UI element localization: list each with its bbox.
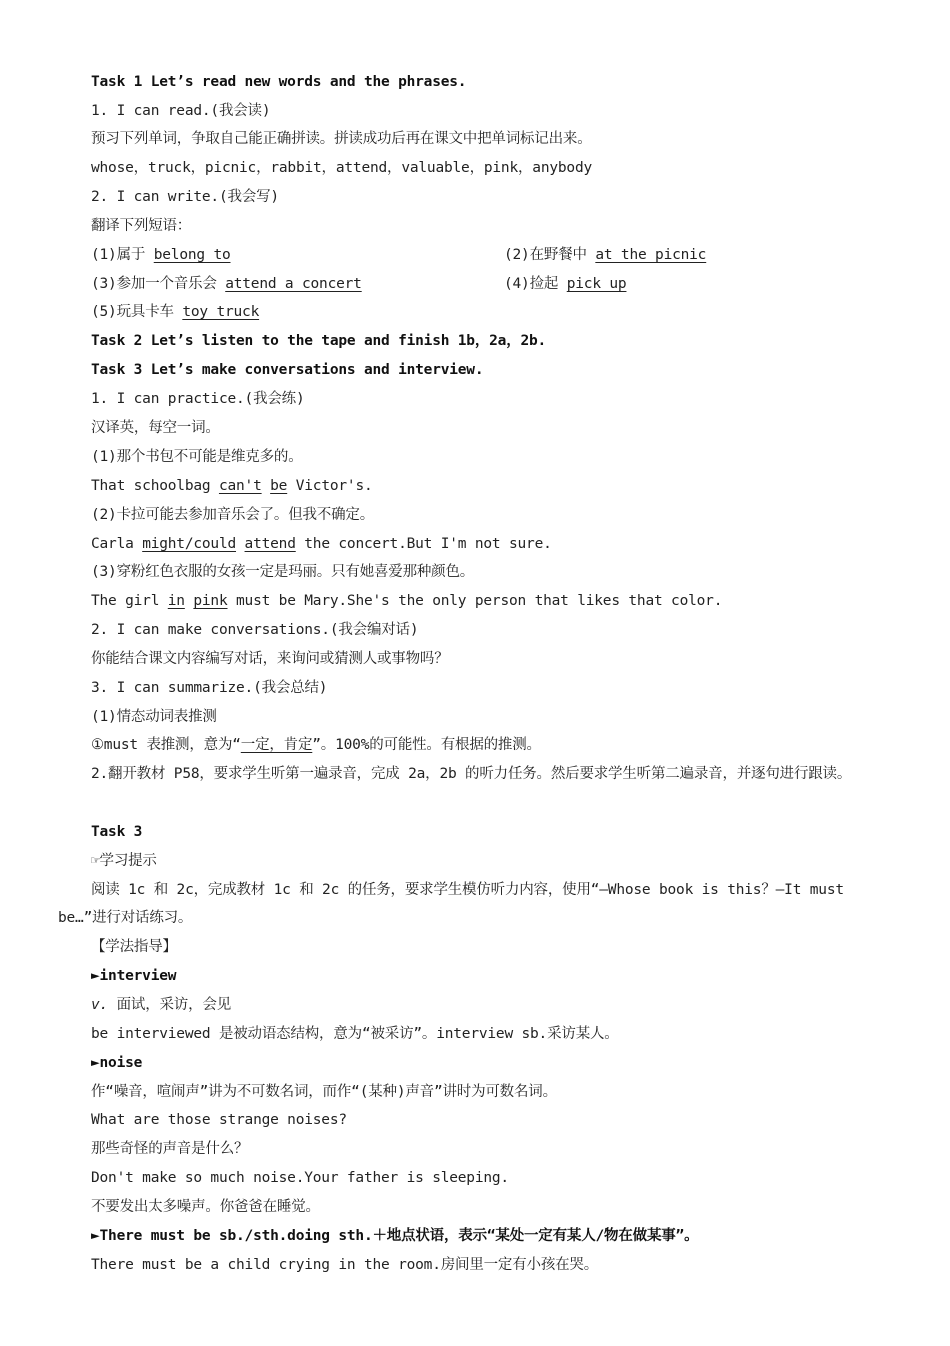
phrase-5-cn: (5)玩具卡车	[91, 304, 183, 320]
practice-heading: 1. I can practice.(我会练)	[91, 391, 305, 407]
question-1-cn: (1)那个书包不可能是维克多的。	[91, 449, 303, 465]
phrase-row-1	[91, 241, 707, 269]
answer-blank: in	[167, 593, 185, 609]
study-tip: ☞学习提示	[91, 853, 157, 869]
noise-note: 作“噪音，喧闹声”讲为不可数名词，而作“(某种)声音”讲时为可数名词。	[91, 1084, 557, 1100]
read-instruction: 预习下列单词，争取自己能正确拼读。拼读成功后再在课文中把单词标记出来。	[91, 131, 592, 147]
interview-note: be interviewed 是被动语态结构，意为“被采访”。interview sb.采访某人。	[91, 1026, 619, 1042]
question-2-cn: (2)卡拉可能去参加音乐会了。但我不确定。	[91, 507, 374, 523]
word-list: whose，truck，picnic，rabbit，attend，valuable，pink，anybody	[91, 160, 592, 176]
there-must-be-example: There must be a child crying in the room.房间里一定有小孩在哭。	[91, 1257, 599, 1273]
phrase-4-cn: (4)捡起	[504, 276, 567, 292]
phrase-1-answer: belong to	[153, 247, 231, 263]
phrase-4-answer: pick up	[566, 276, 627, 292]
noise-example-1-cn: 那些奇怪的声音是什么？	[91, 1141, 249, 1157]
write-instruction: 翻译下列短语：	[91, 218, 192, 234]
method-guide: 【学法指导】	[91, 939, 177, 955]
answer-blank: might/could	[142, 536, 237, 552]
task1-title: Task 1 Let’s read new words and the phrases.	[91, 74, 467, 90]
conversation-heading: 2. I can make conversations.(我会编对话)	[91, 622, 419, 638]
interview-meaning: v. 面试，采访，会见	[91, 997, 231, 1013]
noise-example-2-cn: 不要发出太多噪声。你爸爸在睡觉。	[91, 1199, 320, 1215]
answer-blank: pink	[193, 593, 228, 609]
phrase-2-answer: at the picnic	[595, 247, 707, 263]
answer-blank: attend	[244, 536, 296, 552]
summarize-point-1: (1)情态动词表推测	[91, 709, 217, 725]
interview-heading: ►interview	[91, 968, 177, 984]
phrase-5-answer: toy truck	[182, 304, 260, 320]
phrase-row-2	[91, 270, 627, 298]
phrase-3-answer: attend a concert	[225, 276, 362, 292]
question-3-cn: (3)穿粉红色衣服的女孩一定是玛丽。只有她喜爱那种颜色。	[91, 564, 475, 580]
task2-title: Task 2 Let’s listen to the tape and finish 1b，2a，2b.	[91, 333, 547, 349]
conversation-instruction: 你能结合课文内容编写对话，来询问或猜测人或事物吗？	[91, 651, 449, 667]
study-tip-text: 阅读 1c 和 2c，完成教材 1c 和 2c 的任务，要求学生模仿听力内容，使用“—Whose book is this？—It must be…”进行对话练习。	[58, 882, 844, 926]
phrase-3-cn: (3)参加一个音乐会	[91, 276, 226, 292]
practice-instruction: 汉译英，每空一词。	[91, 420, 220, 436]
question-2-en: Carla might/could attend the concert.But I'm not sure.	[91, 536, 552, 552]
read-heading: 1. I can read.(我会读)	[91, 103, 271, 119]
answer-blank: can't	[218, 478, 262, 494]
task3-repeat-title: Task 3	[91, 824, 143, 840]
summarize-heading: 3. I can summarize.(我会总结)	[91, 680, 328, 696]
there-must-be-heading: ►There must be sb./sth.doing sth.＋地点状语，表示“某处一定有某人/物在做某事”。	[91, 1228, 699, 1244]
noise-example-2-en: Don't make so much noise.Your father is sleeping.	[91, 1170, 509, 1186]
phrase-1-cn: (1)属于	[91, 247, 154, 263]
task3-title: Task 3 Let’s make conversations and interview.	[91, 362, 484, 378]
noise-example-1-en: What are those strange noises?	[91, 1112, 347, 1128]
phrase-2-cn: (2)在野餐中	[504, 247, 596, 263]
write-heading: 2. I can write.(我会写)	[91, 189, 279, 205]
question-3-en: The girl in pink must be Mary.She's the only person that likes that color.	[91, 593, 723, 609]
answer-blank: 一定，肯定	[240, 737, 313, 753]
paragraph-listening: 2.翻开教材 P58，要求学生听第一遍录音，完成 2a，2b 的听力任务。然后要求学生听第二遍录音，并逐句进行跟读。	[91, 766, 852, 782]
answer-blank: be	[270, 478, 288, 494]
must-explanation: ①must 表推测，意为“一定，肯定”。100%的可能性。有根据的推测。	[91, 737, 541, 753]
noise-heading: ►noise	[91, 1055, 143, 1071]
phrase-row-3	[91, 298, 259, 326]
question-1-en: That schoolbag can't be Victor's.	[91, 478, 373, 494]
